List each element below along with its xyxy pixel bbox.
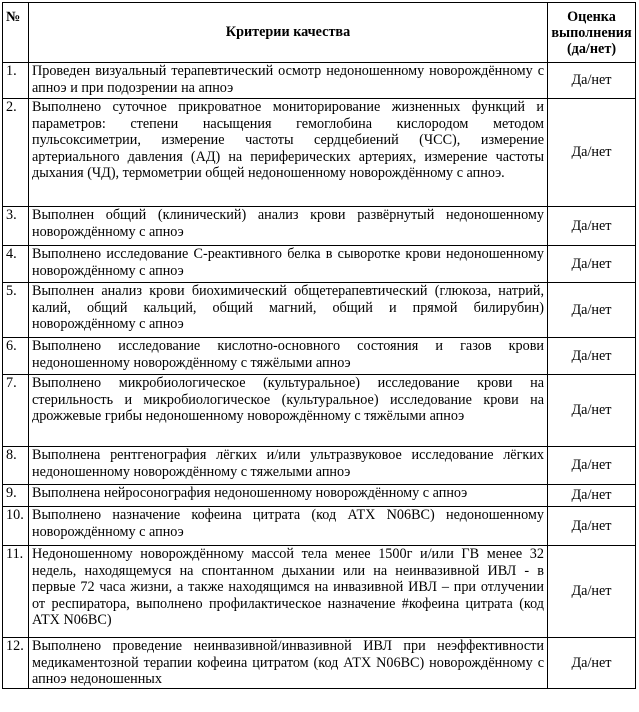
header-criteria: Критерии качества (29, 3, 548, 63)
row-criterion: Проведен визуальный терапевтический осмотр недоношенному новорождённому с апноэ и при подозрении на апноэ (29, 63, 548, 99)
table-row (3, 638, 636, 689)
row-evaluation: Да/нет (548, 485, 636, 507)
table-row (3, 207, 636, 246)
row-criterion: Выполнена рентгенография лёгких и/или ультразвуковое исследование лёгких недоношенному новорождённому с тяжелыми апноэ (29, 447, 548, 485)
row-number: 9. (3, 485, 29, 507)
row-number: 8. (3, 447, 29, 485)
table-row (3, 283, 636, 338)
table-row (3, 338, 636, 375)
table-row (3, 99, 636, 207)
row-evaluation: Да/нет (548, 375, 636, 447)
table-row (3, 246, 636, 283)
row-criterion: Выполнен анализ крови биохимический общетерапевтический (глюкоза, натрий, калий, общий кальций, общий магний, общий и прямой билирубин) новорождённому с апноэ (29, 283, 548, 338)
row-evaluation: Да/нет (548, 63, 636, 99)
row-evaluation: Да/нет (548, 447, 636, 485)
row-criterion: Выполнено назначение кофеина цитрата (код АТХ N06BC) недоношенному новорождённому с апноэ (29, 507, 548, 546)
row-evaluation: Да/нет (548, 246, 636, 283)
header-number: № (3, 3, 29, 63)
row-criterion: Выполнено исследование С-реактивного белка в сыворотке крови недоношенному новорождённому с апноэ (29, 246, 548, 283)
row-evaluation: Да/нет (548, 638, 636, 689)
row-criterion: Выполнена нейросонография недоношенному новорождённому с апноэ (29, 485, 548, 507)
row-criterion: Выполнен общий (клинический) анализ крови развёрнутый недоношенному новорождённому с апноэ (29, 207, 548, 246)
row-criterion: Выполнено исследование кислотно-основного состояния и газов крови недоношенному новорождённому с тяжёлыми апноэ (29, 338, 548, 375)
row-number: 4. (3, 246, 29, 283)
row-criterion: Выполнено суточное прикроватное мониторирование жизненных функций и параметров: степени насыщения гемоглобина кислородом методом пульсоксиметрии, измерение частоты сердцебиений (ЧСС), измерение артериального давления (АД) на периферических артериях, измерение частоты дыхания (ЧД), термометрии общей недоношенному новорождённому с апноэ. (29, 99, 548, 207)
row-number: 5. (3, 283, 29, 338)
table-row (3, 375, 636, 447)
row-number: 10. (3, 507, 29, 546)
row-number: 11. (3, 546, 29, 638)
table-header-row (3, 3, 636, 63)
row-evaluation: Да/нет (548, 338, 636, 375)
row-number: 2. (3, 99, 29, 207)
row-number: 3. (3, 207, 29, 246)
row-number: 7. (3, 375, 29, 447)
row-evaluation: Да/нет (548, 283, 636, 338)
row-criterion: Выполнено микробиологическое (культуральное) исследование крови на стерильность и микробиологическое (культуральное) исследование крови на дрожжевые грибы недоношенному новорождённому с тяжёлыми апноэ (29, 375, 548, 447)
table-row (3, 546, 636, 638)
row-evaluation: Да/нет (548, 546, 636, 638)
table-row (3, 63, 636, 99)
row-evaluation: Да/нет (548, 507, 636, 546)
row-number: 6. (3, 338, 29, 375)
row-number: 12. (3, 638, 29, 689)
row-criterion: Выполнено проведение неинвазивной/инвазивной ИВЛ при неэффективности медикаментозной терапии кофеина цитратом (код АТХ N06BC) новорождённому с апноэ недоношенных (29, 638, 548, 689)
table-row (3, 447, 636, 485)
table-row (3, 507, 636, 546)
table-row (3, 485, 636, 507)
row-evaluation: Да/нет (548, 99, 636, 207)
row-evaluation: Да/нет (548, 207, 636, 246)
header-evaluation: Оценка выполнения (да/нет) (548, 3, 636, 63)
quality-criteria-table (2, 2, 636, 689)
row-number: 1. (3, 63, 29, 99)
row-criterion: Недоношенному новорождённому массой тела менее 1500г и/или ГВ менее 32 недель, находящемуся на спонтанном дыхании или на неинвазивной ИВЛ - в первые 72 часа жизни, а также находящимся на инвазивной ИВЛ – при отлучении от респиратора, выполнено профилактическое назначение #кофеина цитрата (код АТХ N06BC) (29, 546, 548, 638)
